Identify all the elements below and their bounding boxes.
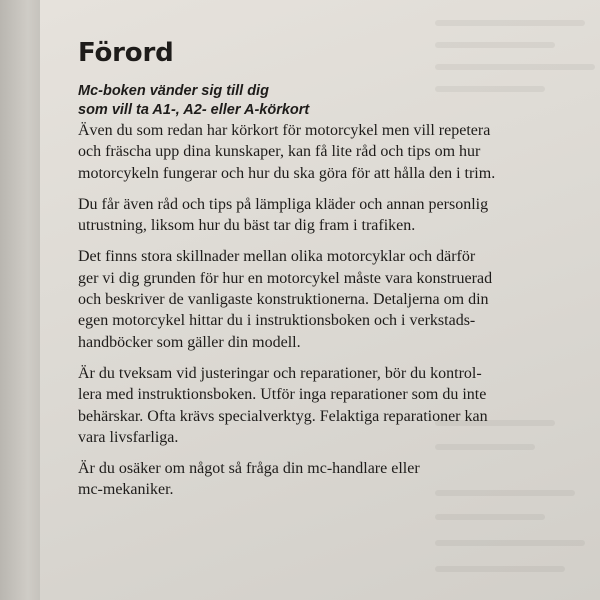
text-line: lera med instruktionsboken. Utför inga reparationer som du inte [78, 386, 487, 404]
paragraph-repairs [78, 363, 548, 448]
text-line: Även du som redan har körkort för motorcykel men vill repetera [78, 122, 491, 139]
text-line: Det finns stora skillnader mellan olika motorcyklar och därför [78, 248, 476, 266]
text-line: motorcykeln fungerar och hur du ska göra för att hålla den i trim. [78, 164, 496, 182]
paragraph-dealer [78, 458, 548, 501]
text-line: vara livsfarliga. [78, 428, 179, 446]
text-line: Du får även råd och tips på lämpliga kläder och annan personlig [78, 195, 489, 213]
page-title: Förord [78, 38, 174, 68]
text-line: egen motorcykel hittar du i instruktionsboken och i verkstads- [78, 312, 476, 330]
paragraph-clothing [78, 194, 548, 237]
text-line: och fräscha upp dina kunskaper, kan få lite råd och tips om hur [78, 143, 481, 161]
paragraph-construction [78, 246, 548, 352]
text-line: behärskar. Ofta krävs specialverktyg. Felaktiga reparationer kan [78, 407, 488, 425]
text-line: handböcker som gäller din modell. [78, 333, 301, 351]
text-line: utrustning, liksom hur du bäst tar dig fram i trafiken. [78, 217, 416, 235]
text-line: och beskriver de vanligaste konstruktionerna. Detaljerna om din [78, 291, 489, 309]
subtitle-line: som vill ta A1-, A2- eller A-körkort [78, 102, 310, 118]
paragraph-intro [78, 120, 548, 184]
text-line: ger vi dig grunden för hur en motorcykel måste vara konstruerad [78, 269, 493, 287]
book-page [40, 0, 600, 600]
subtitle-line: Mc-boken vänder sig till dig [78, 83, 269, 99]
page-content [78, 38, 548, 511]
text-line: Är du osäker om något så fråga din mc-handlare eller [78, 460, 420, 478]
text-line: Är du tveksam vid justeringar och reparationer, bör du kontrol- [78, 364, 482, 382]
facing-page-edge [0, 0, 41, 600]
page-subtitle [78, 82, 548, 120]
text-line: mc-mekaniker. [78, 481, 174, 499]
